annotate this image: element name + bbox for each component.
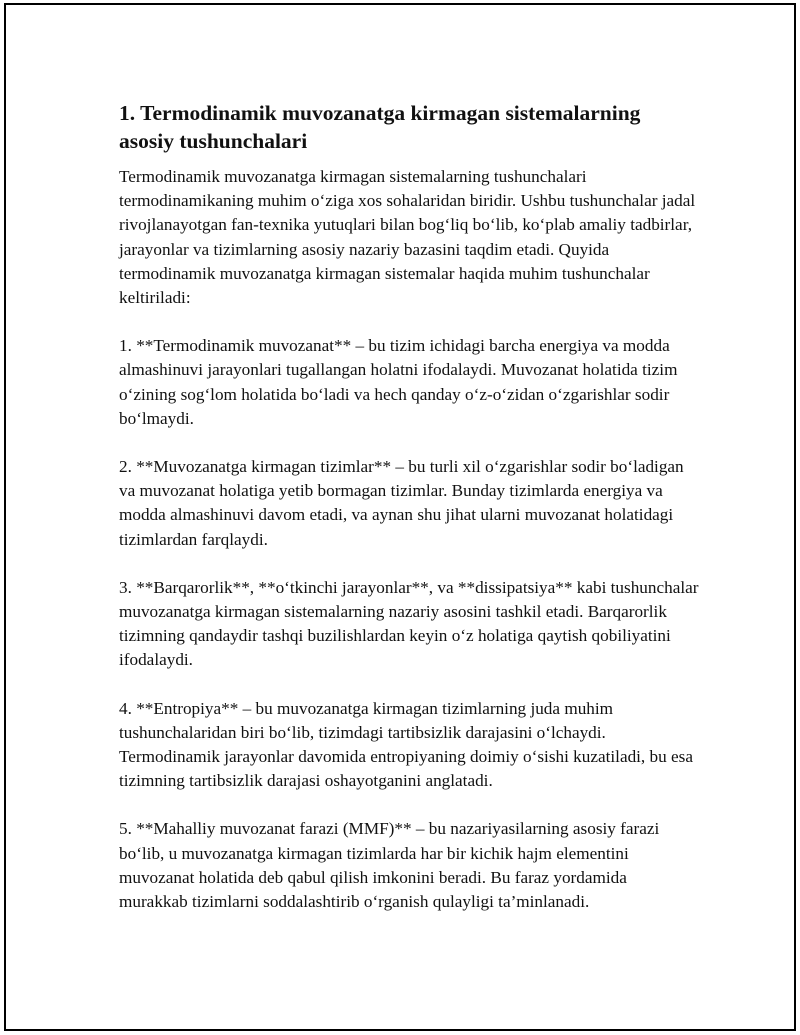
list-item: 5. **Mahalliy muvozanat farazi (MMF)** – bu nazariyasilarning asosiy farazi bo‘lib, u muvozanatga kirmagan tizimlarda har bir kichik hajm elementini muvozanat holatida deb qabul qilish imkonini beradi. Bu faraz yordamida murakkab tizimlarni soddalashtirib o‘rganish qulayligi ta’minlanadi. [119, 819, 660, 912]
document-body [119, 99, 699, 914]
list-item: 3. **Barqarorlik**, **o‘tkinchi jarayonlar**, va **dissipatsiya** kabi tushunchalar muvozanatga kirmagan sistemalarning nazariy asosini tashkil etadi. Barqarorlik tizimning qandaydir tashqi buzilishlardan keyin o‘z holatiga qaytish qobiliyatini ifodalaydi. [119, 577, 699, 670]
section-heading: 1. Termodinamik muvozanatga kirmagan sistemalarning asosiy tushunchalari [119, 101, 641, 153]
list-item: 4. **Entropiya** – bu muvozanatga kirmagan tizimlarning juda muhim tushunchalaridan biri bo‘lib, tizimdagi tartibsizlik darajasini o‘lchaydi. Termodinamik jarayonlar davomida entropiyaning doimiy o‘sishi kuzatiladi, bu esa tizimning tartibsizlik darajasi oshayotganini anglatadi. [119, 698, 693, 791]
list-item: 1. **Termodinamik muvozanat** – bu tizim ichidagi barcha energiya va modda almashinuvi jarayonlari tugallangan holatni ifodalaydi. Muvozanat holatida tizim o‘zining sog‘lom holatida bo‘ladi va hech qanday o‘z-o‘zidan o‘zgarishlar sodir bo‘lmaydi. [119, 336, 678, 428]
list-item: 2. **Muvozanatga kirmagan tizimlar** – bu turli xil o‘zgarishlar sodir bo‘ladigan va muvozanat holatiga yetib bormagan tizimlar. Bunday tizimlarda energiya va modda almashinuvi davom etadi, va aynan shu jihat ularni muvozanat holatidagi tizimlardan farqlaydi. [119, 457, 684, 549]
page-frame [4, 3, 796, 1031]
intro-paragraph: Termodinamik muvozanatga kirmagan sistemalarning tushunchalari termodinamikaning muhim o‘ziga xos sohalaridan biridir. Ushbu tushunchalar jadal rivojlanayotgan fan-texnika yutuqlari bilan bog‘liq bo‘lib, ko‘plab amaliy tadbirlar, jarayonlar va tizimlarning asosiy nazariy bazasini taqdim etadi. Quyida termodinamik muvozanatga kirmagan sistemalar haqida muhim tushunchalar keltiriladi: [119, 167, 696, 308]
